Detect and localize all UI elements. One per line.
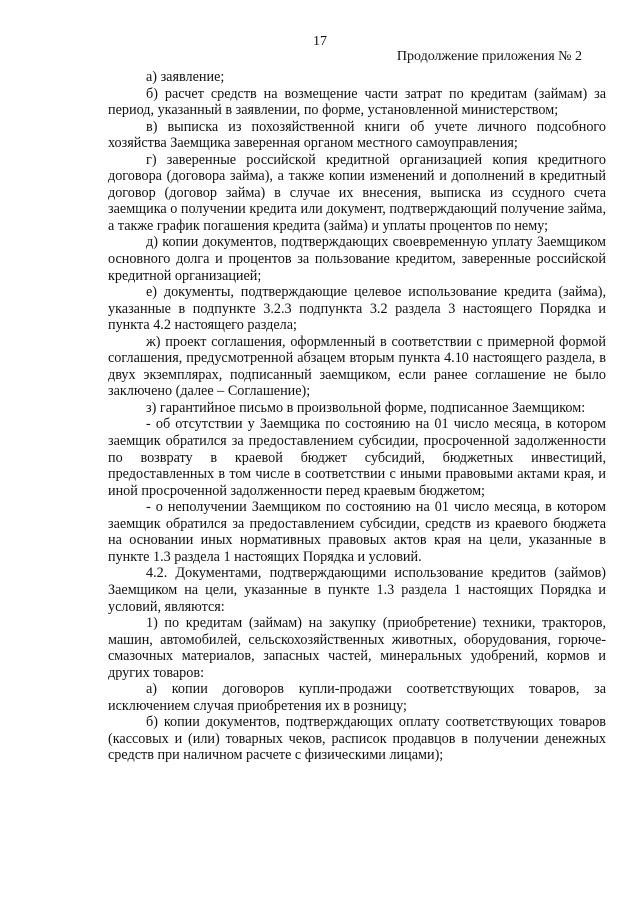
paragraph-4-2: 4.2. Документами, подтверждающими использование кредитов (займов) Заемщиком на цели, указанные в пункте 1.3 раздела 1 настоящих Порядка и условий, являются:	[108, 565, 606, 615]
paragraph-no-funds: - о неполучении Заемщиком по состоянию на 01 число месяца, в котором заемщик обратился за предоставлением субсидии, средств из краевого бюджета на основании иных нормативных правовых актов края на цели, указанные в пункте 1.3 раздела 1 настоящих Порядка и условий.	[108, 499, 606, 565]
paragraph-b-payment-proof: б) копии документов, подтверждающих оплату соответствующих товаров (кассовых и (или) товарных чеков, расписок продавцов в получении денежных средств при наличном расчете с физическими лицами);	[108, 714, 606, 764]
paragraph-e-target-use: е) документы, подтверждающие целевое использование кредита (займа), указанные в подпункте 3.2.3 подпункта 3.2 раздела 3 настоящего Порядка и пункта 4.2 настоящего раздела;	[108, 284, 606, 334]
paragraph-v-household-extract: в) выписка из похозяйственной книги об учете личного подсобного хозяйства Заемщика заверенная органом местного самоуправления;	[108, 118, 606, 152]
paragraph-1-purchase: 1) по кредитам (займам) на закупку (приобретение) техники, тракторов, машин, автомобилей, сельскохозяйственных животных, оборудования, горюче-смазочных материалов, запасных частей, минеральных удобрений, кормов и других товаров:	[108, 615, 606, 681]
paragraph-zh-agreement-draft: ж) проект соглашения, оформленный в соответствии с примерной формой соглашения, предусмотренной абзацем вторым пункта 4.10 настоящего раздела, в двух экземплярах, подписанный заемщиком, если ранее соглашение не было заключено (далее – Соглашение);	[108, 333, 606, 400]
paragraph-g-credit-agreement: г) заверенные российской кредитной организацией копия кредитного договора (договора займа), а также копии изменений и дополнений в кредитный договор (договор займа) в случае их внесения, выписка из ссудного счета заемщика о получении кредита или документ, подтверждающий получение займа, а также график погашения кредита (займа) и уплаты процентов по нему;	[108, 151, 606, 234]
appendix-continuation-label: Продолжение приложения № 2	[396, 49, 582, 64]
paragraph-z-guarantee-letter: з) гарантийное письмо в произвольной форме, подписанное Заемщиком:	[146, 399, 586, 416]
paragraph-a-application: а) заявление;	[146, 69, 225, 85]
paragraph-d-payment-documents: д) копии документов, подтверждающих своевременную уплату Заемщиком основного долга и процентов за пользование кредитом, заверенные российской кредитной организацией;	[108, 234, 606, 284]
paragraph-a-sale-contracts: а) копии договоров купли-продажи соответствующих товаров, за исключением случая приобретения их в розницу;	[108, 681, 606, 714]
paragraph-no-debt: - об отсутствии у Заемщика по состоянию на 01 число месяца, в котором заемщик обратился за предоставлением субсидии, просроченной задолженности по возврату в краевой бюджет субсидий, бюджетных инвестиций, предоставленных в том числе в соответствии с иными правовыми актами края, и иной просроченной задолженности перед краевым бюджетом;	[108, 416, 606, 499]
document-body	[108, 69, 606, 764]
page-number: 17	[313, 34, 327, 49]
paragraph-b-calculation: б) расчет средств на возмещение части затрат по кредитам (займам) за период, указанный в заявлении, по форме, установленной министерством;	[108, 85, 606, 119]
